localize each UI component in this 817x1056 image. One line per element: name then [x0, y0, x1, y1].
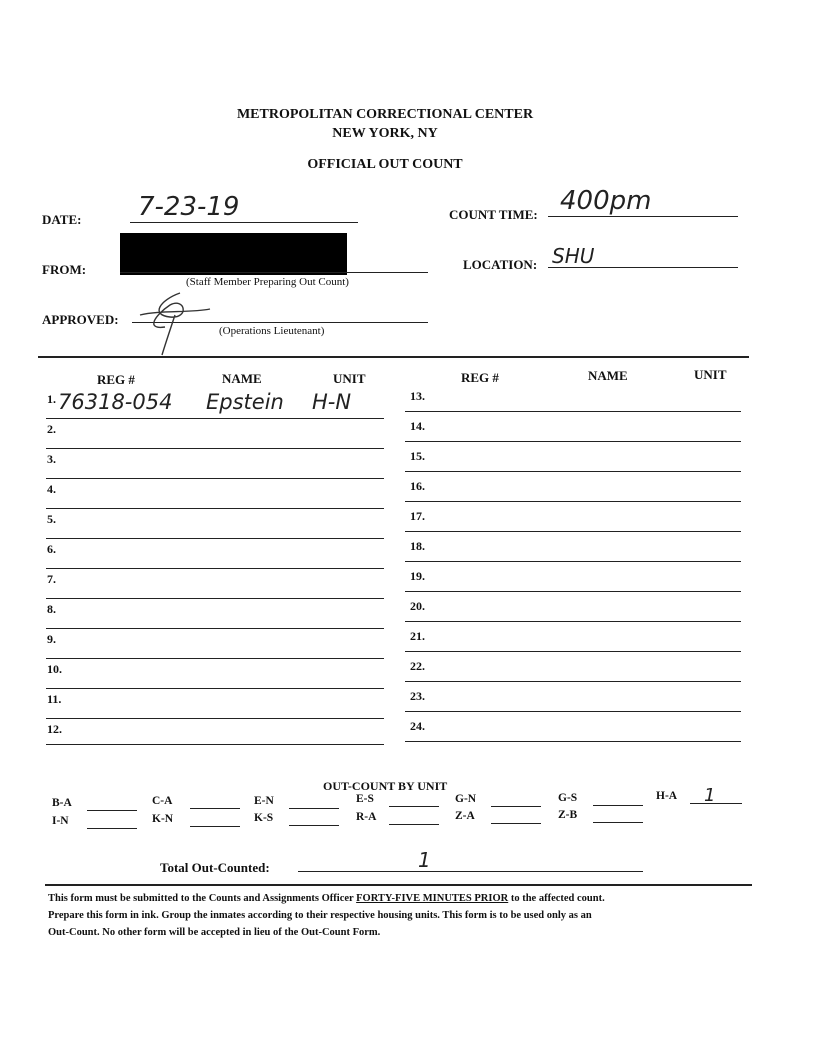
unit-label: R-A [356, 811, 377, 823]
location-value[interactable]: SHU [552, 244, 595, 268]
unit-blank [289, 825, 339, 826]
left-row-num: 3. [47, 452, 56, 466]
redaction-block [120, 233, 347, 275]
row-line [46, 598, 384, 599]
left-name-header: NAME [222, 371, 262, 386]
unit-label: G-N [455, 793, 477, 805]
form-title: OFFICIAL OUT COUNT [307, 157, 463, 172]
row-line [46, 478, 384, 479]
footer-line-2: Prepare this form in ink. Group the inmates according to their respective housing units. This form is to be used only as an [48, 910, 592, 921]
row-line [405, 711, 741, 712]
unit-label: H-A [656, 790, 678, 802]
institution-city: NEW YORK, NY [332, 126, 438, 141]
row-line [46, 744, 384, 745]
unit-label: E-S [356, 793, 374, 805]
row-line [46, 658, 384, 659]
row-line [46, 718, 384, 719]
unit-label: K-S [254, 812, 274, 824]
right-row-num: 17. [410, 509, 425, 523]
left-row-num: 2. [47, 422, 56, 436]
from-label: FROM: [42, 262, 87, 277]
row-1-reg[interactable]: 76318-054 [58, 390, 173, 414]
left-row-num: 1. [47, 392, 56, 406]
right-name-header: NAME [588, 368, 628, 383]
right-row-num: 21. [410, 629, 425, 643]
from-caption: (Staff Member Preparing Out Count) [186, 276, 349, 288]
row-line [405, 441, 741, 442]
count-time-line [548, 216, 738, 217]
left-unit-header: UNIT [333, 371, 366, 386]
left-row-num: 10. [47, 662, 62, 676]
unit-label: K-N [152, 813, 174, 825]
right-unit-header: UNIT [694, 367, 727, 382]
unit-label: B-A [52, 797, 72, 809]
unit-blank [190, 826, 240, 827]
unit-blank [593, 805, 643, 806]
approval-signature [130, 285, 220, 360]
footer-emphasis: FORTY-FIVE MINUTES PRIOR [356, 893, 509, 904]
right-row-num: 19. [410, 569, 425, 583]
total-label: Total Out-Counted: [160, 860, 270, 875]
unit-label: I-N [52, 815, 69, 827]
section-divider [38, 356, 749, 358]
right-row-num: 14. [410, 419, 425, 433]
institution-title: METROPOLITAN CORRECTIONAL CENTER [236, 107, 534, 122]
location-label: LOCATION: [463, 257, 538, 272]
row-line [46, 418, 384, 419]
unit-label: Z-B [558, 809, 578, 821]
left-row-num: 11. [47, 692, 62, 706]
row-1-name[interactable]: Epstein [206, 390, 284, 414]
unit-blank [87, 828, 137, 829]
row-line [405, 561, 741, 562]
unit-blank [491, 823, 541, 824]
unit-blank [289, 808, 339, 809]
row-line [405, 591, 741, 592]
left-row-num: 9. [47, 632, 56, 646]
row-line [405, 531, 741, 532]
unit-count-title: OUT-COUNT BY UNIT [323, 779, 448, 793]
row-line [46, 568, 384, 569]
row-line [46, 508, 384, 509]
footer-line-1: This form must be submitted to the Counts and Assignments Officer FORTY-FIVE MINUTES PRIOR to the affected count. [48, 893, 605, 904]
row-line [405, 741, 741, 742]
right-row-num: 20. [410, 599, 425, 613]
left-reg-header: REG # [97, 372, 135, 387]
row-line [46, 448, 384, 449]
total-value[interactable]: 1 [418, 848, 431, 872]
row-line [46, 688, 384, 689]
row-line [405, 501, 741, 502]
left-row-num: 8. [47, 602, 56, 616]
unit-ha-value[interactable]: 1 [704, 785, 716, 806]
right-row-num: 13. [410, 389, 425, 403]
approved-label: APPROVED: [42, 312, 119, 327]
footer-line-3: Out-Count. No other form will be accepted in lieu of the Out-Count Form. [48, 927, 381, 938]
left-row-num: 6. [47, 542, 56, 556]
unit-label: C-A [152, 795, 173, 807]
right-reg-header: REG # [461, 370, 499, 385]
row-line [405, 681, 741, 682]
row-line [46, 628, 384, 629]
footer-divider [45, 884, 752, 886]
unit-blank [389, 806, 439, 807]
left-row-num: 7. [47, 572, 56, 586]
from-line [120, 272, 428, 273]
date-line [130, 222, 358, 223]
date-label: DATE: [42, 212, 82, 227]
footer-instructions [48, 890, 768, 941]
left-row-num: 5. [47, 512, 56, 526]
date-value[interactable]: 7-23-19 [138, 192, 240, 222]
unit-blank [389, 824, 439, 825]
count-time-value[interactable]: 400pm [560, 186, 652, 216]
unit-blank [593, 822, 643, 823]
right-row-num: 15. [410, 449, 425, 463]
unit-label: Z-A [455, 810, 475, 822]
row-1-unit[interactable]: H-N [312, 390, 352, 414]
right-row-num: 23. [410, 689, 425, 703]
row-line [405, 411, 741, 412]
unit-label: G-S [558, 792, 578, 804]
right-row-num: 22. [410, 659, 425, 673]
row-line [46, 538, 384, 539]
row-line [405, 471, 741, 472]
unit-label: E-N [254, 795, 274, 807]
left-row-num: 4. [47, 482, 56, 496]
unit-blank [190, 808, 240, 809]
unit-blank [690, 803, 742, 804]
count-time-label: COUNT TIME: [449, 207, 538, 222]
right-row-num: 18. [410, 539, 425, 553]
right-row-num: 24. [410, 719, 425, 733]
unit-blank [491, 806, 541, 807]
unit-blank [87, 810, 137, 811]
total-line [298, 871, 643, 872]
left-row-num: 12. [47, 722, 62, 736]
approved-caption: (Operations Lieutenant) [219, 325, 325, 337]
row-line [405, 621, 741, 622]
right-row-num: 16. [410, 479, 425, 493]
row-line [405, 651, 741, 652]
